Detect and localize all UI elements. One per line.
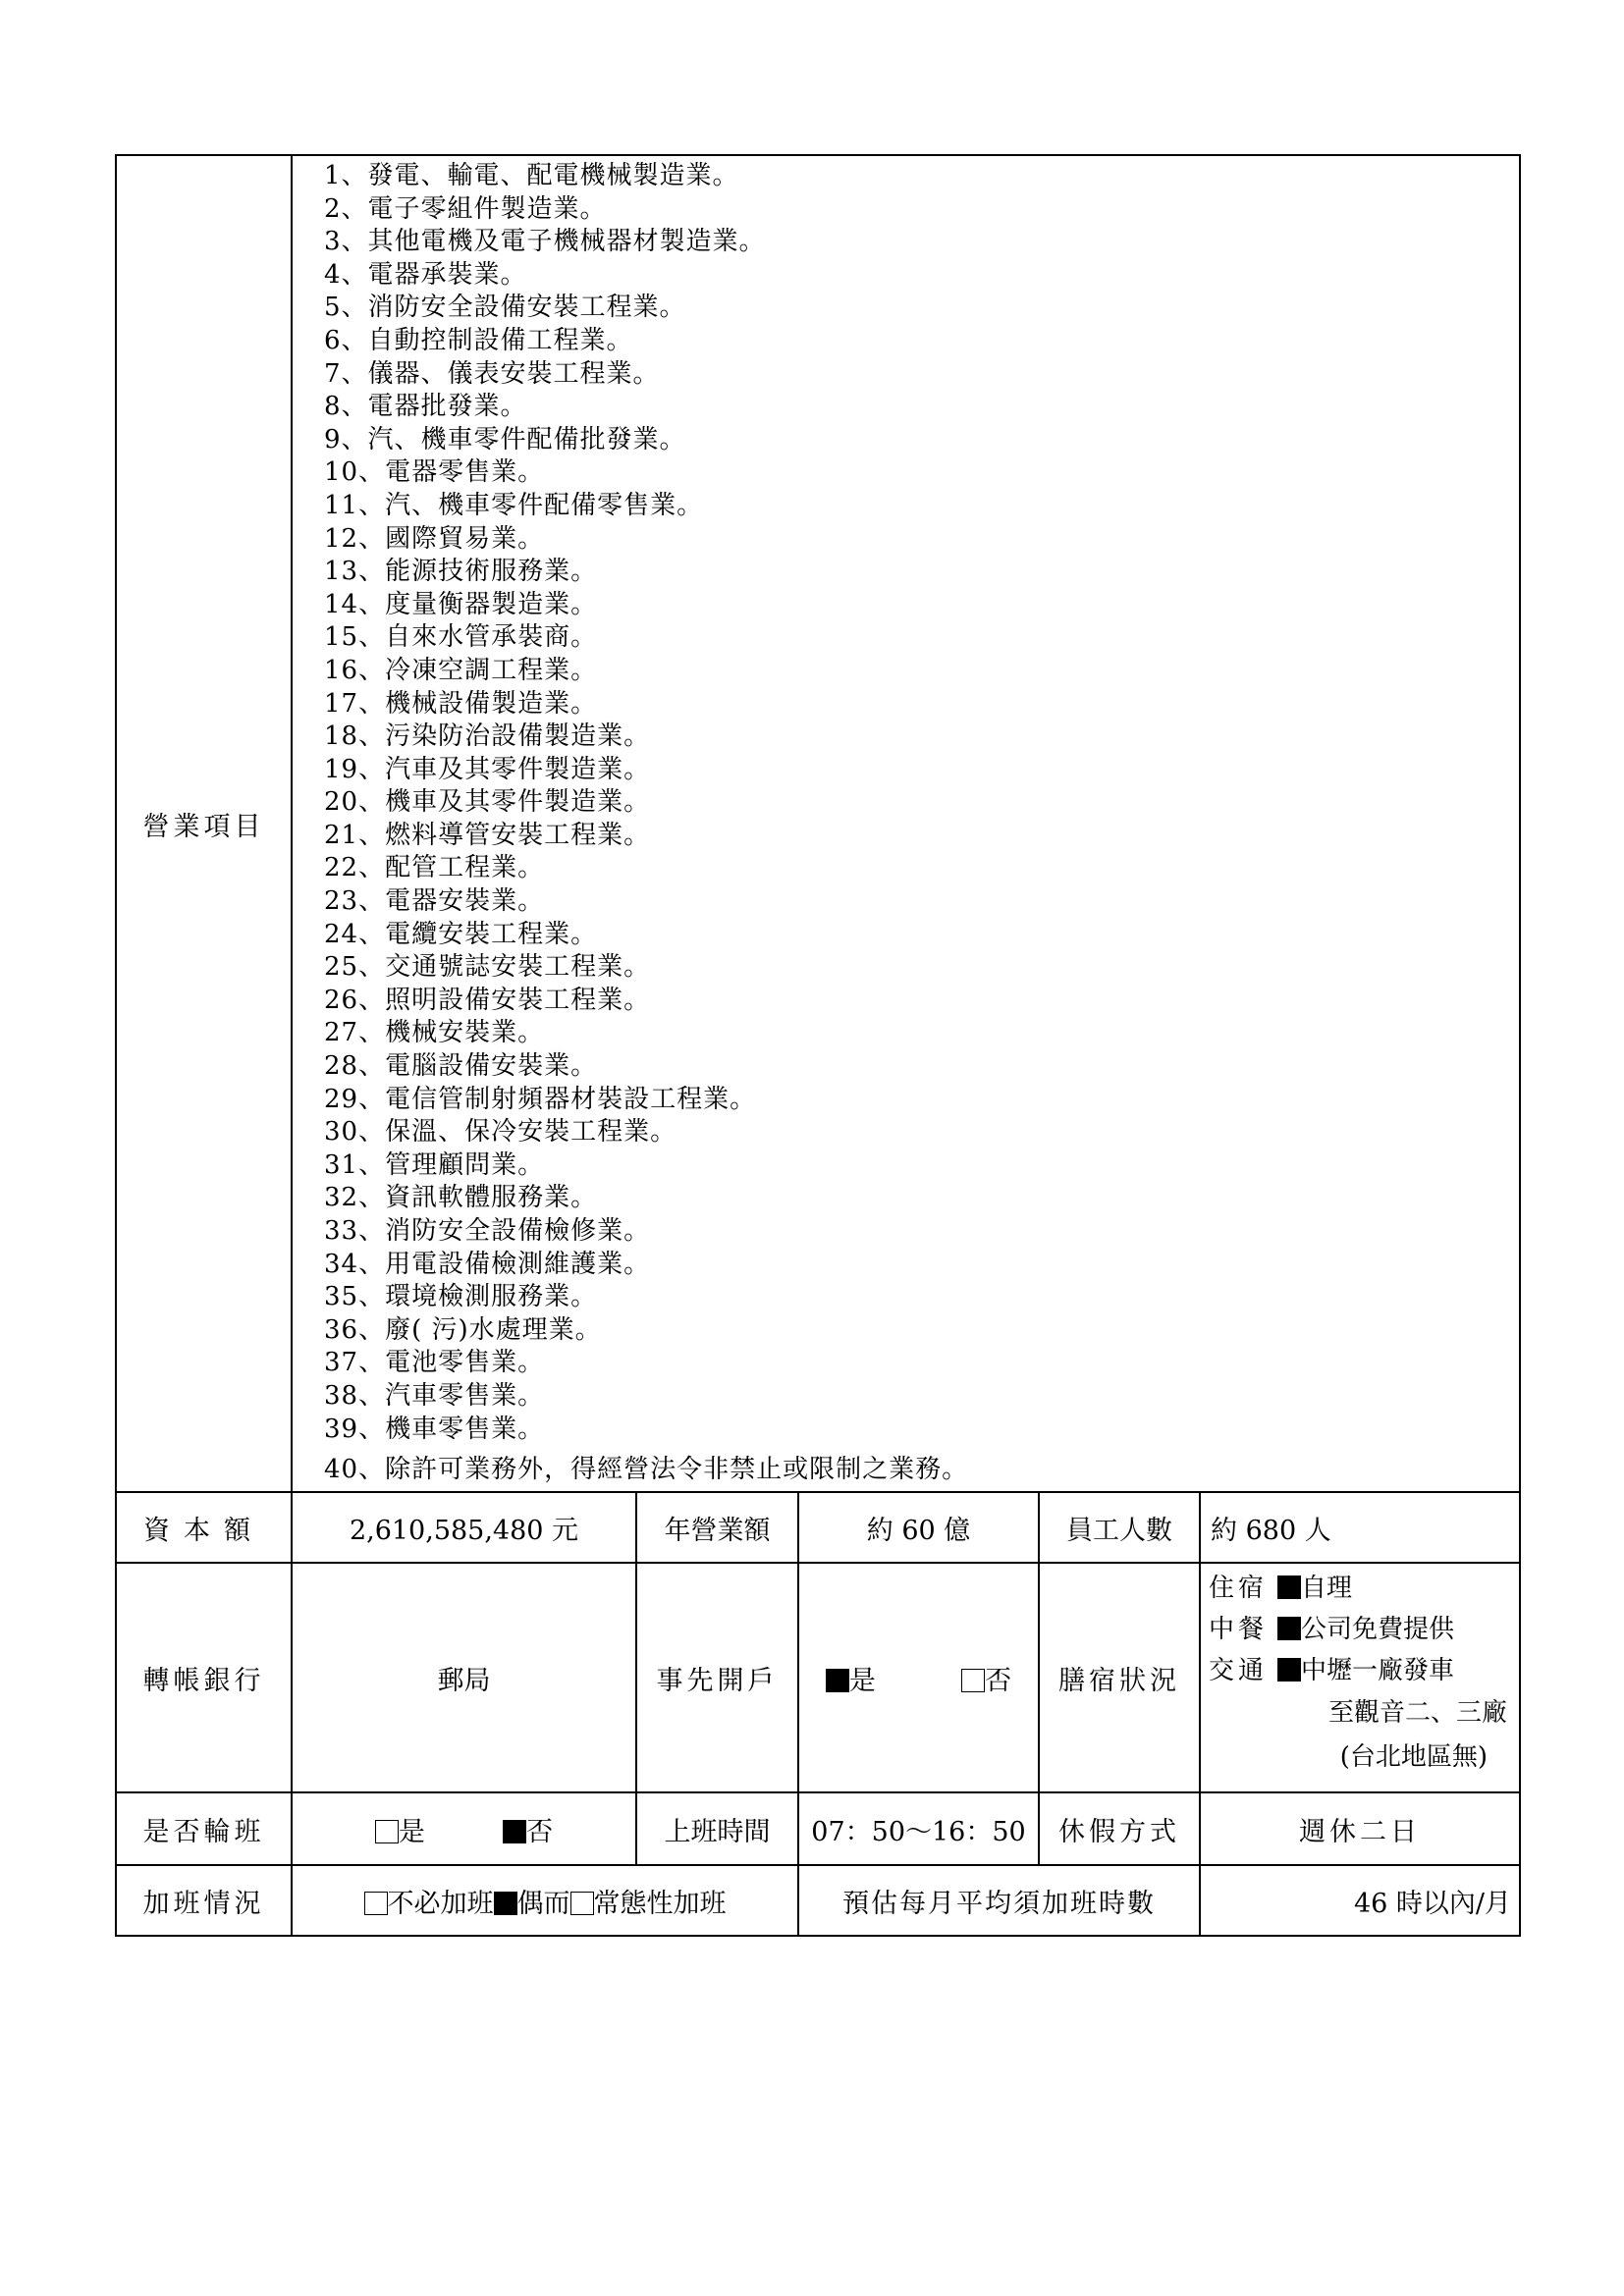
- business-item: 33、消防安全設備檢修業。: [324, 1216, 651, 1246]
- employees-label: 員工人數: [1039, 1492, 1200, 1563]
- lodging-key: 住宿: [1209, 1574, 1269, 1603]
- business-item: 5、消防安全設備安裝工程業。: [324, 293, 686, 323]
- overtime-none[interactable]: [364, 1889, 494, 1919]
- checkbox-icon[interactable]: [494, 1892, 517, 1915]
- business-item: 11、汽、機車零件配備零售業。: [324, 490, 704, 520]
- checkbox-icon[interactable]: [503, 1820, 526, 1843]
- shift-yes[interactable]: [375, 1817, 425, 1847]
- checkbox-icon[interactable]: [1277, 1617, 1301, 1640]
- overtime-label: 加班情況: [116, 1865, 292, 1936]
- business-item: 30、保溫、保冷安裝工程業。: [324, 1117, 677, 1148]
- business-item: 17、機械設備製造業。: [324, 688, 598, 719]
- bank-row: [116, 1563, 1520, 1792]
- bank-label: 轉帳銀行: [116, 1563, 292, 1792]
- meals-lodging-cell: [1200, 1563, 1520, 1792]
- transport-line-2: 至觀音二、三廠: [1328, 1698, 1508, 1728]
- shift-label: 是否輪班: [116, 1792, 292, 1865]
- business-items-cell: [292, 155, 1520, 1492]
- business-item: 31、管理顧問業。: [324, 1149, 545, 1180]
- business-item: 32、資訊軟體服務業。: [324, 1183, 598, 1213]
- business-item: 3、其他電機及電子機械器材製造業。: [324, 227, 766, 257]
- checkbox-icon[interactable]: [570, 1892, 594, 1915]
- business-item: 15、自來水管承裝商。: [324, 622, 598, 653]
- checkbox-icon[interactable]: [364, 1892, 388, 1915]
- bank-value: 郵局: [292, 1563, 636, 1792]
- business-item: 37、電池零售業。: [324, 1348, 545, 1378]
- revenue-label: 年營業額: [636, 1492, 798, 1563]
- business-item: 34、用電設備檢測維護業。: [324, 1249, 651, 1279]
- business-item: 20、機車及其零件製造業。: [324, 787, 651, 818]
- checkbox-icon[interactable]: [961, 1669, 985, 1692]
- business-item: 25、交通號誌安裝工程業。: [324, 952, 651, 983]
- lunch-key: 中餐: [1209, 1615, 1269, 1644]
- overtime-regular[interactable]: [570, 1889, 727, 1919]
- capital-value: 2,610,585,480 元: [292, 1492, 636, 1563]
- business-items-row: [116, 155, 1520, 1492]
- business-item: 7、儀器、儀表安裝工程業。: [324, 358, 660, 389]
- pre-account-yes[interactable]: [826, 1666, 876, 1696]
- overtime-row: [116, 1865, 1520, 1936]
- business-item: 4、電器承裝業。: [324, 259, 527, 290]
- shift-row: [116, 1792, 1520, 1865]
- pre-account-yes-label: 是: [848, 1665, 876, 1696]
- transport-line: [1209, 1650, 1511, 1691]
- overtime-none-label: 不必加班: [387, 1888, 494, 1919]
- overtime-occasional[interactable]: [494, 1889, 570, 1919]
- business-item: 2、電子零組件製造業。: [324, 193, 607, 224]
- pre-account-no-label: 否: [985, 1665, 1012, 1696]
- pre-account-options: [798, 1563, 1039, 1792]
- overtime-regular-label: 常態性加班: [593, 1888, 727, 1919]
- revenue-value: 約 60 億: [798, 1492, 1039, 1563]
- transport-key: 交通: [1209, 1656, 1269, 1685]
- lunch-value: 公司免費提供: [1301, 1615, 1455, 1644]
- business-item: 29、電信管制射頻器材裝設工程業。: [324, 1084, 757, 1114]
- overtime-estimate-value: 46 時以內/月: [1200, 1865, 1520, 1936]
- business-item: 40、除許可業務外，得經營法令非禁止或限制之業務。: [324, 1455, 969, 1485]
- business-item: 19、汽車及其零件製造業。: [324, 754, 651, 784]
- business-item: 28、電腦設備安裝業。: [324, 1051, 598, 1082]
- lodging-line: [1209, 1568, 1511, 1609]
- business-item: 16、冷凍空調工程業。: [324, 655, 598, 685]
- business-item: 8、電器批發業。: [324, 392, 527, 422]
- work-hours-value: 07：50～16：50: [798, 1792, 1039, 1865]
- business-item: 35、環境檢測服務業。: [324, 1282, 598, 1312]
- company-info-table: [115, 154, 1521, 1937]
- shift-options: [292, 1792, 636, 1865]
- business-item: 36、廢( 污)水處理業。: [324, 1314, 602, 1345]
- checkbox-icon[interactable]: [1277, 1658, 1301, 1682]
- business-item: 13、能源技術服務業。: [324, 557, 598, 587]
- business-item: 27、機械安裝業。: [324, 1018, 545, 1048]
- checkbox-icon[interactable]: [375, 1820, 399, 1843]
- business-items-label: 營業項目: [116, 155, 292, 1492]
- employees-value: 約 680 人: [1200, 1492, 1520, 1563]
- business-items-list: [324, 160, 1519, 1487]
- meals-lodging-label: 膳宿狀況: [1039, 1563, 1200, 1792]
- checkbox-icon[interactable]: [1277, 1575, 1301, 1599]
- shift-no[interactable]: [503, 1817, 553, 1847]
- capital-row: [116, 1492, 1520, 1563]
- work-hours-label: 上班時間: [636, 1792, 798, 1865]
- transport-value: 中壢一廠發車: [1301, 1656, 1455, 1685]
- business-item: 9、汽、機車零件配備批發業。: [324, 424, 686, 454]
- holiday-label: 休假方式: [1039, 1792, 1200, 1865]
- business-item: 23、電器安裝業。: [324, 886, 545, 917]
- business-item: 22、配管工程業。: [324, 853, 545, 883]
- shift-no-label: 否: [526, 1816, 554, 1847]
- shift-yes-label: 是: [398, 1816, 425, 1847]
- overtime-estimate-label: 預估每月平均須加班時數: [798, 1865, 1200, 1936]
- overtime-occasional-label: 偶而: [516, 1888, 570, 1919]
- lodging-value: 自理: [1301, 1574, 1353, 1603]
- business-item: 26、照明設備安裝工程業。: [324, 985, 651, 1015]
- business-item: 39、機車零售業。: [324, 1414, 545, 1444]
- capital-label: 資本額: [116, 1492, 292, 1563]
- business-item: 6、自動控制設備工程業。: [324, 325, 633, 355]
- pre-account-no[interactable]: [961, 1666, 1011, 1696]
- overtime-options: [292, 1865, 798, 1936]
- business-item: 1、發電、輸電、配電機械製造業。: [324, 161, 739, 190]
- pre-account-label: 事先開戶: [636, 1563, 798, 1792]
- business-item: 38、汽車零售業。: [324, 1380, 545, 1411]
- business-item: 24、電纜安裝工程業。: [324, 919, 598, 949]
- holiday-value: 週休二日: [1200, 1792, 1520, 1865]
- business-item: 21、燃料導管安裝工程業。: [324, 820, 651, 850]
- transport-line-3: (台北地區無): [1339, 1742, 1489, 1772]
- business-item: 18、污染防治設備製造業。: [324, 721, 651, 752]
- business-item: 12、國際貿易業。: [324, 523, 545, 554]
- business-item: 14、度量衡器製造業。: [324, 589, 598, 619]
- checkbox-icon[interactable]: [826, 1669, 849, 1692]
- business-item: 10、電器零售業。: [324, 457, 545, 488]
- lunch-line: [1209, 1609, 1511, 1650]
